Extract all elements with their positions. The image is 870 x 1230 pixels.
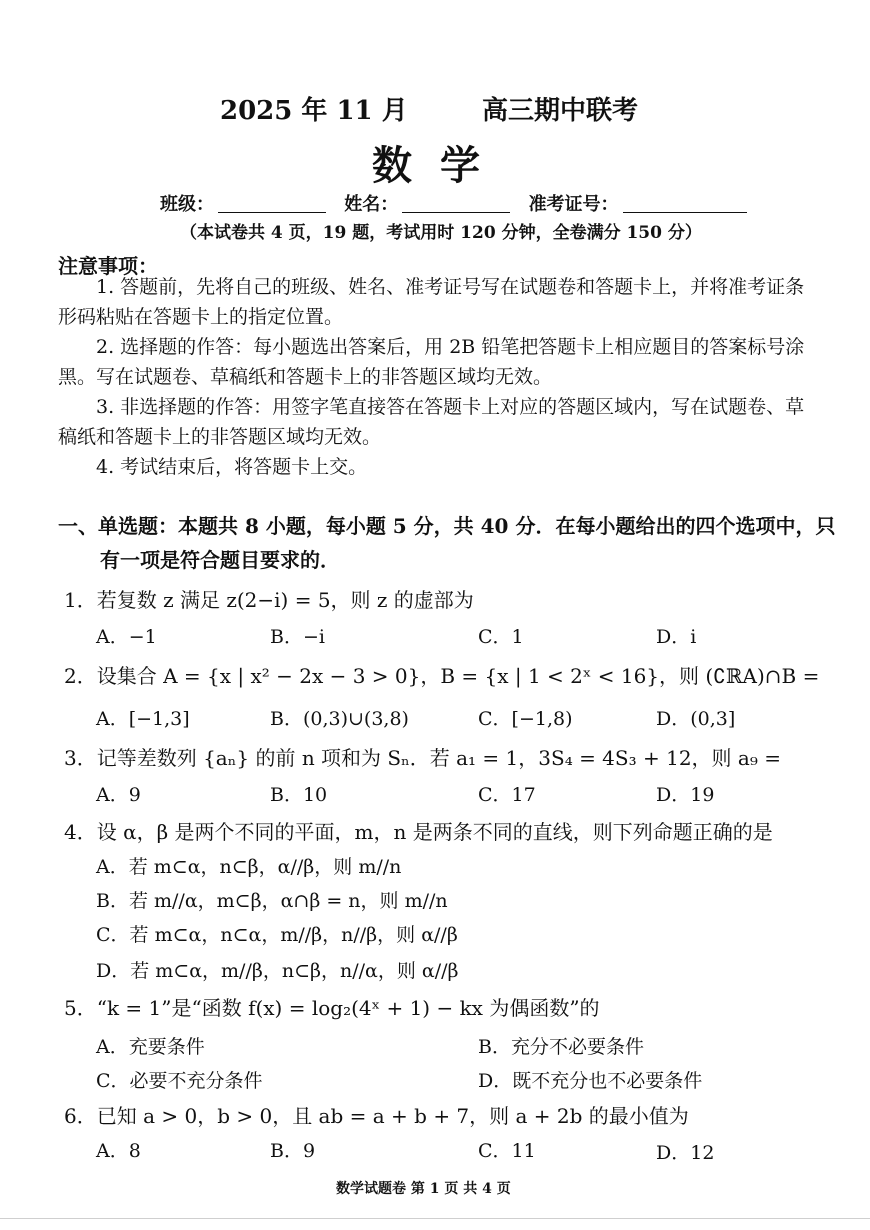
notice-item: 2. 选择题的作答：每小题选出答案后，用 2B 铅笔把答题卡上相应题目的答案标号涂黑。写在试题卷、草稿纸和答题卡上的非答题区域均无效。 — [58, 336, 805, 388]
notice-item: 1. 答题前，先将自己的班级、姓名、准考证号写在试题卷和答题卡上，并将准考证条形码粘贴在答题卡上的指定位置。 — [58, 276, 805, 328]
question-6-stem: 6．已知 a > 0，b > 0，且 ab = a + b + 7，则 a + 2b 的最小值为 — [64, 1104, 689, 1128]
question-3-stem: 3．记等差数列 {aₙ} 的前 n 项和为 Sₙ．若 a₁ = 1，3S₄ = 4S₃ + 12，则 a₉ = — [64, 746, 781, 770]
q1-option-a: A．−1 — [96, 626, 157, 648]
q4-option-a: A．若 m⊂α，n⊂β，α//β，则 m//n — [96, 856, 402, 878]
q5-option-d: D．既不充分也不必要条件 — [478, 1070, 703, 1092]
q2-option-b: B．(0,3)∪(3,8) — [270, 708, 409, 730]
exam-name: 高三期中联考 — [482, 96, 639, 126]
q3-option-b: B．10 — [270, 784, 328, 806]
q2-option-d: D．(0,3] — [656, 708, 736, 730]
q4-option-c: C．若 m⊂α，n⊂α，m//β，n//β，则 α//β — [96, 924, 458, 946]
class-blank — [218, 194, 326, 213]
class-label: 班级： — [160, 194, 214, 215]
name-blank — [402, 194, 510, 213]
q1-option-b: B．−i — [270, 626, 325, 648]
q6-option-d: D．12 — [656, 1142, 715, 1164]
section-heading-line1: 一、单选题：本题共 8 小题，每小题 5 分，共 40 分．在每小题给出的四个选项中，只 — [58, 514, 836, 538]
q3-option-d: D．19 — [656, 784, 715, 806]
q5-option-c: C．必要不充分条件 — [96, 1070, 263, 1092]
notice-item: 3. 非选择题的作答：用签字笔直接答在答题卡上对应的答题区域内，写在试题卷、草稿纸和答题卡上的非答题区域均无效。 — [58, 396, 805, 448]
scan-edge-divider — [0, 1218, 870, 1219]
question-1-stem: 1．若复数 z 满足 z(2−i) = 5，则 z 的虚部为 — [64, 588, 474, 612]
id-label: 准考证号： — [528, 194, 619, 215]
q3-option-c: C．17 — [478, 784, 536, 806]
q5-option-a: A．充要条件 — [96, 1036, 205, 1058]
q3-option-a: A．9 — [96, 784, 141, 806]
page-footer: 数学试题卷 第 1 页 共 4 页 — [336, 1181, 511, 1197]
q1-option-c: C．1 — [478, 626, 524, 648]
id-blank — [623, 194, 747, 213]
q6-option-c: C．11 — [478, 1140, 536, 1162]
question-2-stem: 2．设集合 A = {x | x² − 2x − 3 > 0}，B = {x | 1 < 2ˣ < 16}，则 (∁ℝA)∩B = — [64, 664, 820, 688]
q4-option-d: D．若 m⊂α，m//β，n⊂β，n//α，则 α//β — [96, 960, 459, 982]
q6-option-b: B．9 — [270, 1140, 316, 1162]
notice-title: 注意事项： — [58, 254, 158, 278]
exam-date: 2025 年 11 月 — [220, 96, 408, 126]
notice-list — [58, 272, 818, 482]
q1-option-d: D．i — [656, 626, 697, 648]
question-5-stem: 5．“k = 1”是“函数 f(x) = log₂(4ˣ + 1) − kx 为偶函数”的 — [64, 996, 600, 1020]
q4-option-b: B．若 m//α，m⊂β，α∩β = n，则 m//n — [96, 890, 448, 912]
info-fields — [160, 190, 751, 216]
q6-option-a: A．8 — [96, 1140, 141, 1162]
section-heading-line2: 有一项是符合题目要求的． — [100, 548, 340, 572]
notice-item: 4. 考试结束后，将答题卡上交。 — [96, 456, 368, 478]
q2-option-a: A．[−1,3] — [96, 708, 190, 730]
subject-title: 数学 — [372, 142, 508, 189]
q2-option-c: C．[−1,8) — [478, 708, 573, 730]
exam-info: （本试卷共 4 页，19 题，考试用时 120 分钟，全卷满分 150 分） — [180, 223, 702, 243]
question-4-stem: 4．设 α，β 是两个不同的平面，m，n 是两条不同的直线，则下列命题正确的是 — [64, 820, 773, 844]
q5-option-b: B．充分不必要条件 — [478, 1036, 644, 1058]
name-label: 姓名： — [344, 194, 399, 215]
